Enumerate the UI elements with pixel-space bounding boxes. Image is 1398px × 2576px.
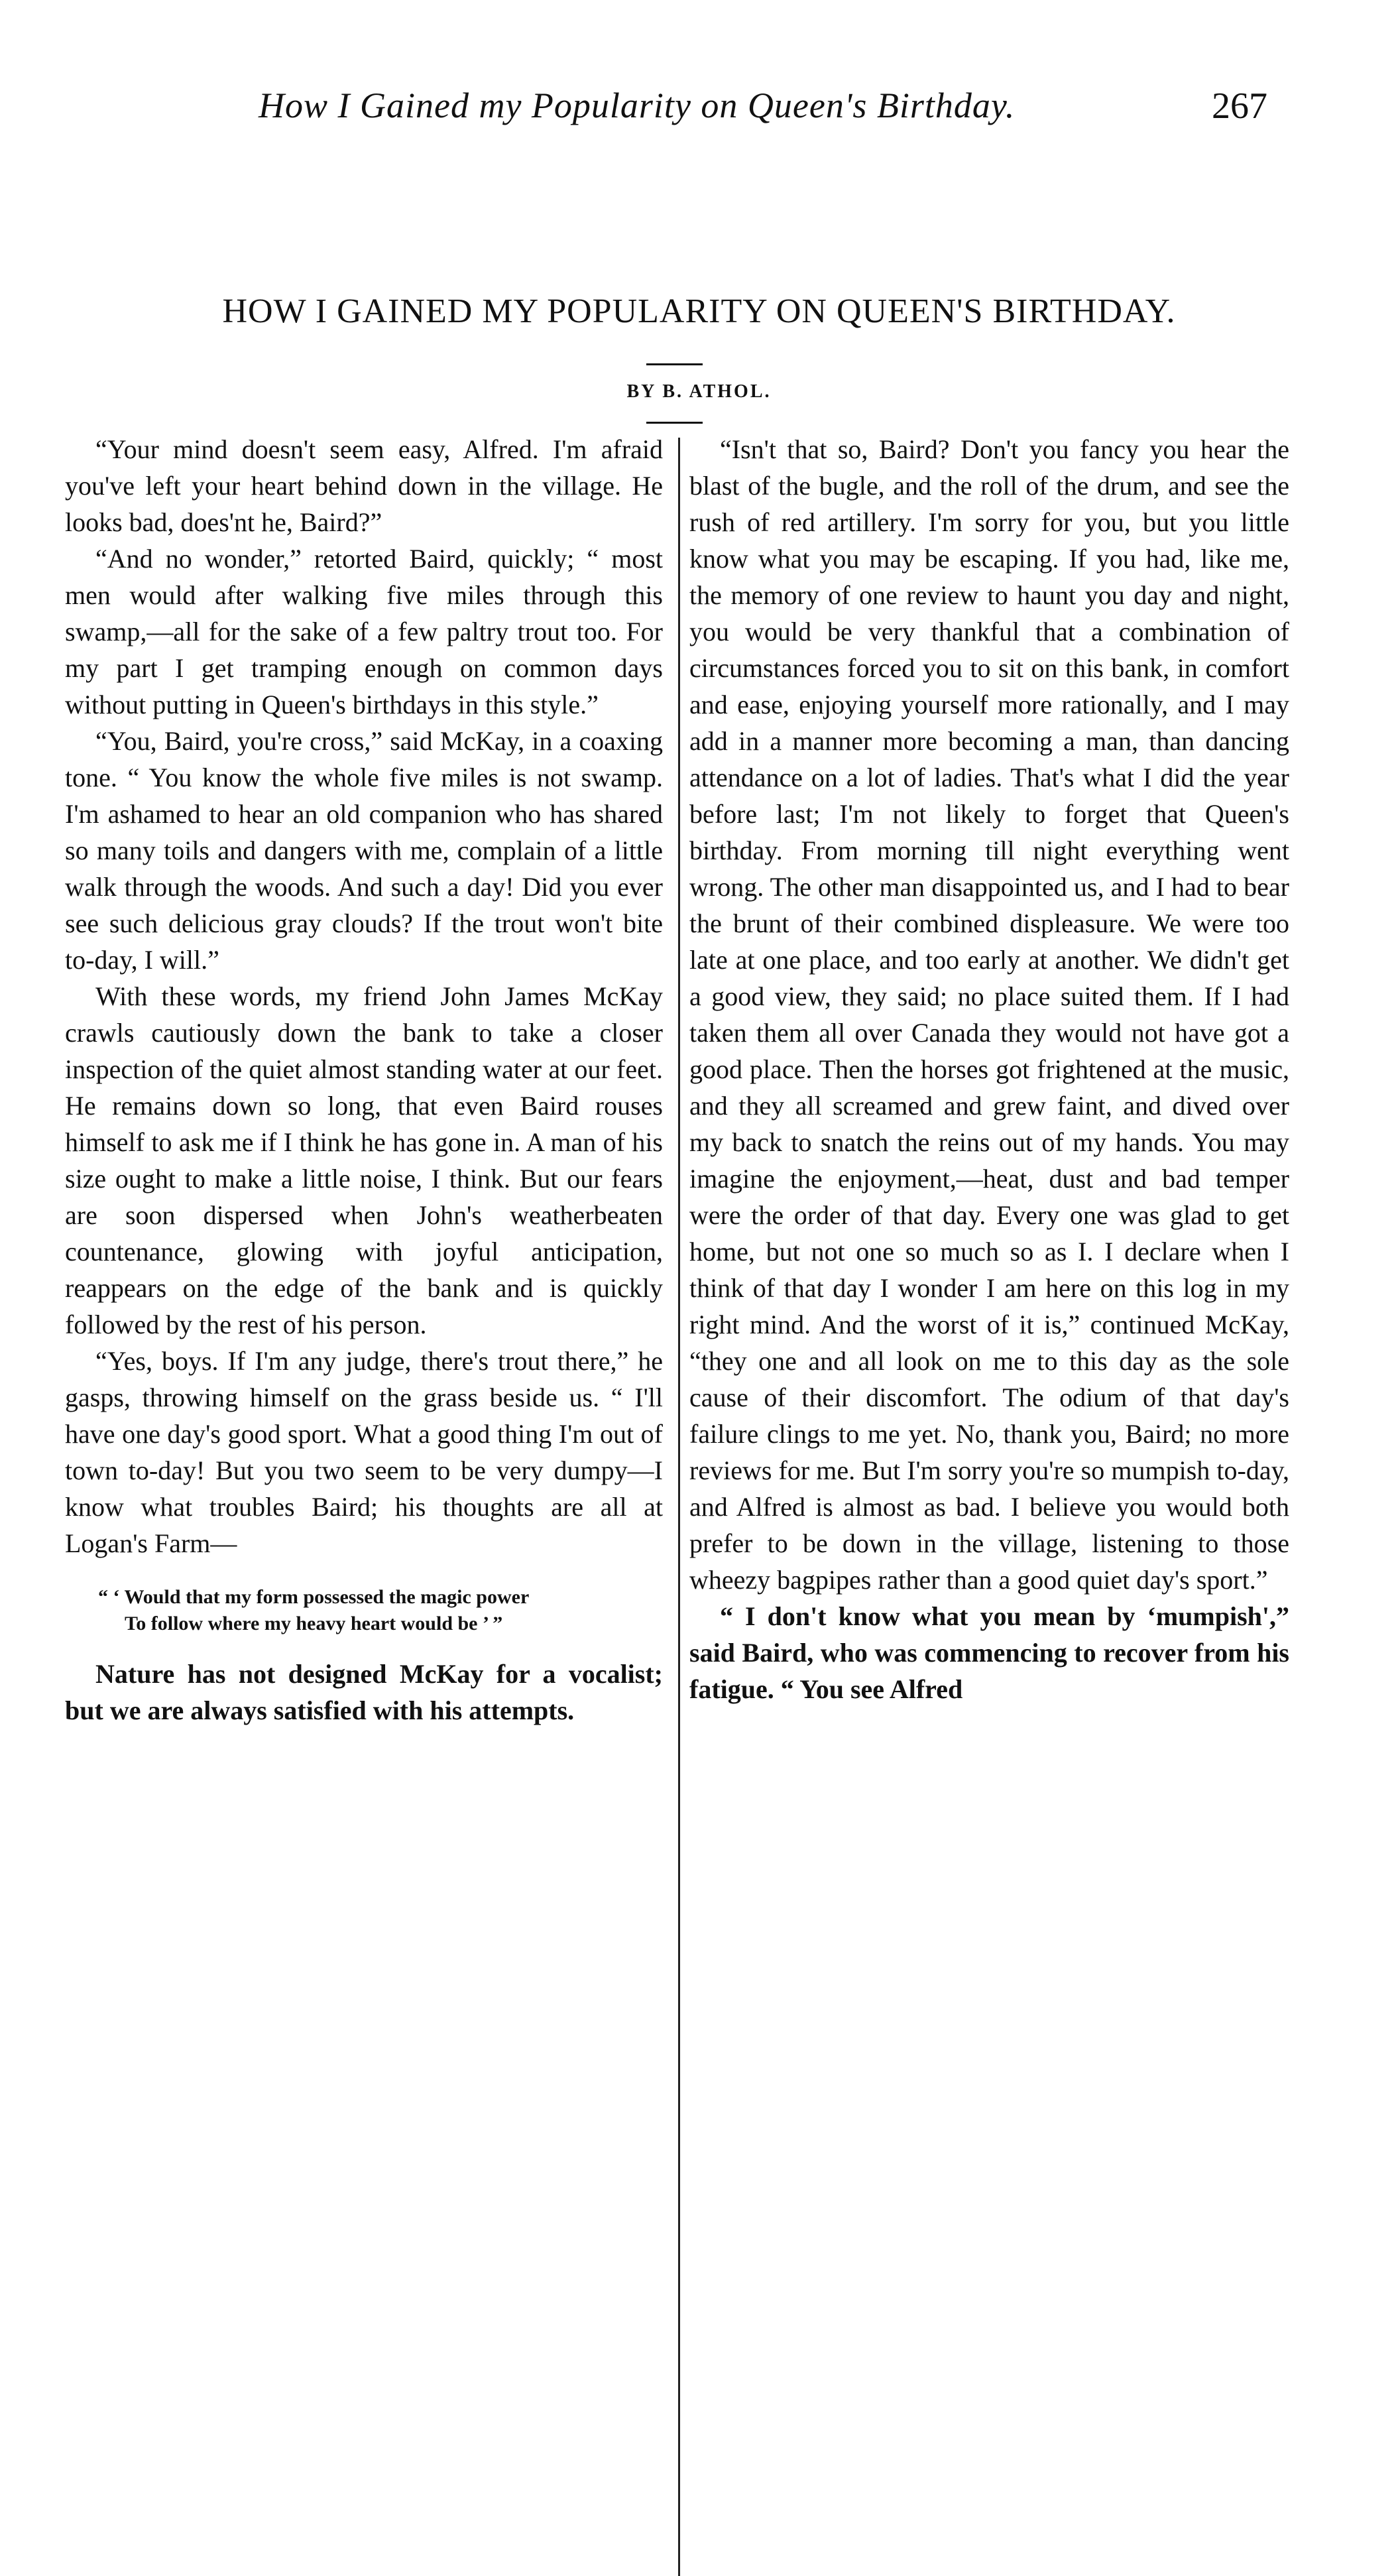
paragraph: “Your mind doesn't seem easy, Alfred. I'm afraid you've left your heart behind down in the village. He looks bad, does'nt he, Baird?”: [65, 434, 663, 537]
running-head: [0, 73, 1398, 146]
paragraph: “Isn't that so, Baird? Don't you fancy you hear the blast of the bugle, and the roll of the drum, and see the rush of red artillery. I'm sorry for you, but you little know what you may be escaping. If you had, like me, the memory of one review to haunt you day and night, you would be very thankful that a combination of circumstances forced you to sit on this bank, in comfort and ease, enjoying yourself more rationally, and I may add in a manner more becoming a man, than dancing attendance on a lot of ladies. That's what I did the year before last; I'm not likely to forget that Queen's birthday. From morning till night everything went wrong. The other man disappointed us, and I had to bear the brunt of their combined displeasure. We were too late at one place, and too early at another. We didn't get a good view, they said; no place suited them. If I had taken them all over Canada they would not have got a good place. Then the horses got frightened at the music, and they all screamed and grew faint, and dived over my back to snatch the reins out of my hands. You may imagine the enjoyment,—heat, dust and bad temper were the order of that day. Every one was glad to get home, but not one so much so as I. I declare when I think of that day I wonder I am here on this log in my right mind. And the worst of it is,” continued McKay, “they one and all look on me to this day as the sole cause of their discomfort. The odium of that day's failure clings to me yet. No, thank you, Baird; no more reviews for me. But I'm sorry you're so mumpish to-day, and Alfred is almost as bad. I believe you would both prefer to be down in the village, listening to those wheezy bagpipes rather than a good quiet day's sport.”: [689, 434, 1289, 1595]
verse-line: “ ‘ Would that my form possessed the magic power: [98, 1586, 530, 1608]
title-rule: [646, 363, 703, 365]
running-head-title: How I Gained my Popularity on Queen's Birthday.: [259, 86, 1016, 125]
paragraph: With these words, my friend John James McKay crawls cautiously down the bank to take a closer inspection of the quiet almost standing water at our feet. He remains down so long, that even Baird rouses himself to ask me if I think he has gone in. A man of his size ought to make a little noise, I think. But our fears are soon dispersed when John's weatherbeaten countenance, glowing with joyful anticipation, reappears on the edge of the bank and is quickly followed by the rest of his person.: [65, 981, 663, 1339]
article-title: HOW I GAINED MY POPULARITY ON QUEEN'S BIRTHDAY.: [222, 292, 1176, 330]
column-divider: [678, 438, 680, 2576]
byline: BY B. ATHOL.: [626, 381, 772, 402]
paragraph: “You, Baird, you're cross,” said McKay, in a coaxing tone. “ You know the whole five miles is not swamp. I'm ashamed to hear an old companion who has shared so many toils and dangers with me, complain of a little walk through the woods. And such a day! Did you ever see such delicious gray clouds? If the trout won't bite to-day, I will.”: [65, 726, 663, 975]
page-number: 267: [1212, 86, 1267, 127]
paragraph: “ I don't know what you mean by ‘mumpish',” said Baird, who was commencing to recover from his fatigue. “ You see Alfred: [689, 1601, 1289, 1704]
verse-line: To follow where my heavy heart would be ’ ”: [125, 1613, 503, 1634]
paragraph: “And no wonder,” retorted Baird, quickly; “ most men would after walking five miles through this swamp,—all for the sake of a few paltry trout too. For my part I get tramping enough on common days without putting in Queen's birthdays in this style.”: [65, 544, 663, 719]
left-column: [65, 431, 663, 1729]
verse-quote: [65, 1584, 663, 1637]
byline-rule: [646, 422, 703, 424]
right-column: [689, 431, 1289, 1707]
paragraph: Nature has not designed McKay for a vocalist; but we are always satisfied with his attempts.: [65, 1659, 663, 1725]
paragraph: “Yes, boys. If I'm any judge, there's trout there,” he gasps, throwing himself on the grass beside us. “ I'll have one day's good sport. What a good thing I'm out of town to-day! But you two seem to be very dumpy—I know what troubles Baird; his thoughts are all at Logan's Farm—: [65, 1346, 663, 1558]
